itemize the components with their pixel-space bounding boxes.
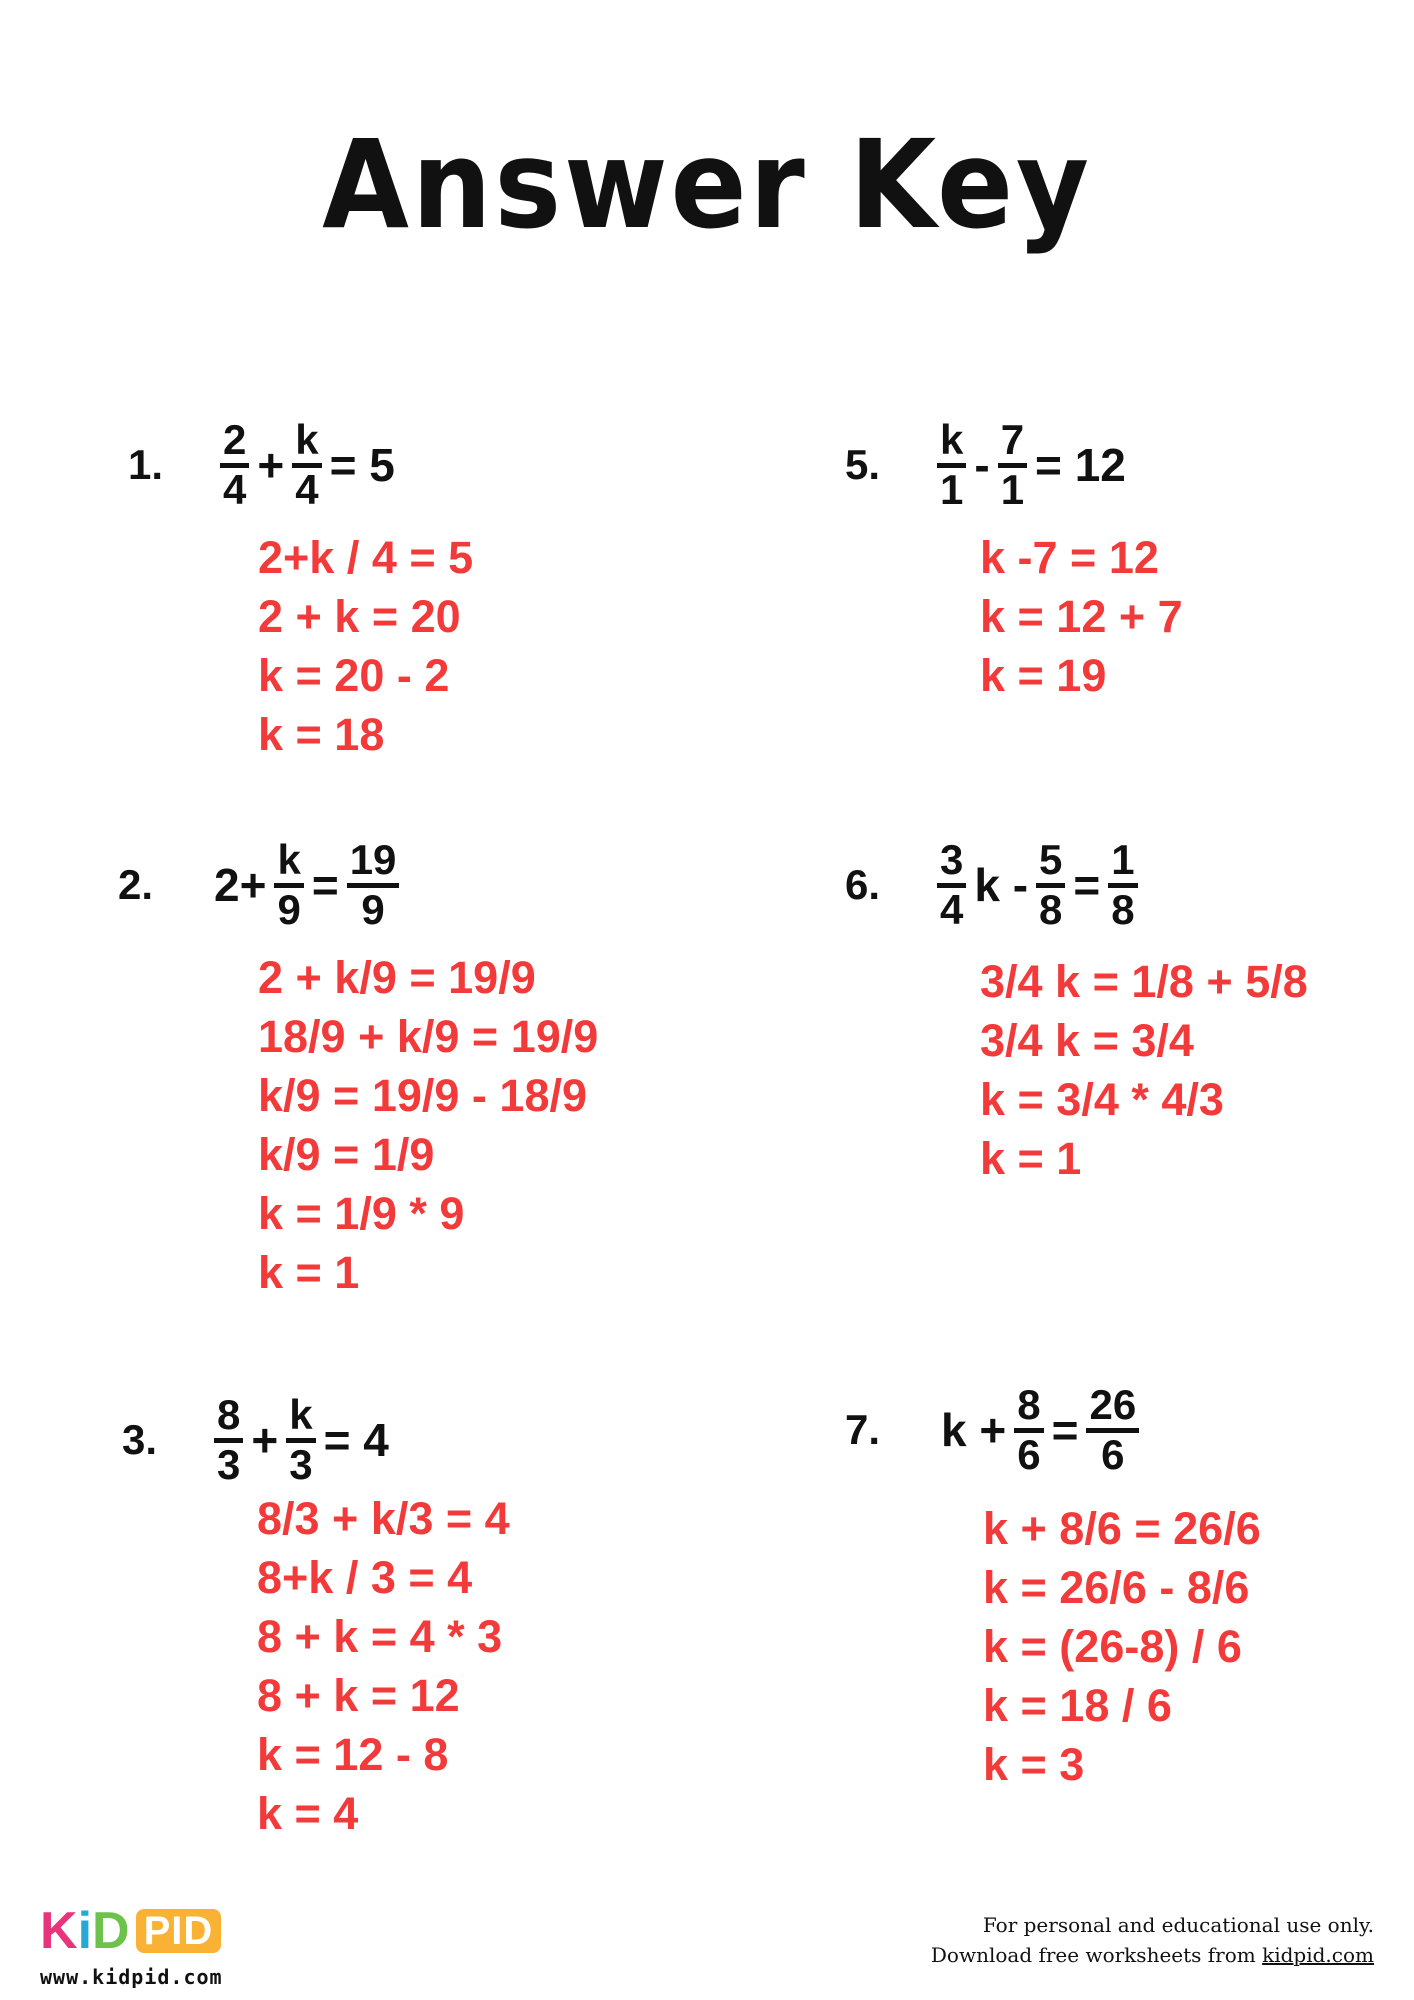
numerator: 19 [347, 838, 400, 887]
solution-step: k/9 = 1/9 [258, 1129, 435, 1180]
operator: + [251, 1414, 279, 1466]
problem-equation [118, 830, 598, 940]
numerator: 5 [1036, 838, 1065, 887]
problem-number: 5. [845, 441, 881, 488]
solution-step: k = (26-8) / 6 [983, 1621, 1242, 1672]
denominator: 1 [1000, 465, 1025, 513]
download-note [931, 1940, 1374, 1970]
fraction [218, 418, 251, 511]
fraction [272, 838, 305, 931]
equation-term: 2+ [214, 859, 267, 911]
fraction [345, 838, 402, 931]
solution-step: k -7 = 12 [980, 532, 1159, 583]
problem-number: 1. [128, 441, 164, 488]
kidpid-logo [40, 1902, 223, 1989]
solution-steps [258, 948, 598, 1302]
solution-step: 8 + k = 12 [257, 1670, 460, 1721]
problem-equation [845, 410, 1183, 520]
solution-step: k = 26/6 - 8/6 [983, 1562, 1250, 1613]
solution-steps [980, 952, 1308, 1188]
fraction [935, 838, 968, 931]
denominator: 4 [295, 465, 319, 513]
download-note-text: Download free worksheets from [930, 1943, 1263, 1967]
problem-number: 3. [122, 1416, 158, 1463]
solution-step: k = 12 + 7 [980, 591, 1183, 642]
problem-3 [122, 1385, 510, 1843]
denominator: 3 [289, 1440, 313, 1488]
equals-sign: = [311, 859, 339, 911]
logo-url: www.kidpid.com [40, 1965, 223, 1989]
solution-step: 8+k / 3 = 4 [257, 1552, 473, 1603]
solution-step: k/9 = 19/9 - 18/9 [258, 1070, 587, 1121]
equation-rhs: = 5 [329, 439, 395, 491]
fraction [284, 1393, 317, 1486]
logo-letter: D [92, 1902, 130, 1960]
equation-term: k + [941, 1404, 1007, 1456]
fraction [1106, 838, 1139, 931]
fraction [935, 418, 968, 511]
problem-7 [845, 1375, 1261, 1794]
problem-5 [845, 410, 1183, 705]
numerator: 1 [1108, 838, 1137, 887]
solution-step: k = 12 - 8 [257, 1729, 449, 1780]
fraction [1012, 1383, 1045, 1476]
problem-equation [845, 830, 1308, 940]
denominator: 9 [277, 885, 301, 933]
problem-number: 2. [118, 861, 154, 908]
numerator: 8 [1014, 1383, 1043, 1432]
solution-step: k = 3/4 * 4/3 [980, 1074, 1224, 1125]
fraction [290, 418, 323, 511]
numerator: 8 [214, 1393, 243, 1442]
problem-equation [128, 410, 473, 520]
denominator: 8 [1039, 885, 1063, 933]
problem-1 [128, 410, 473, 764]
numerator: 26 [1086, 1383, 1139, 1432]
problem-equation [122, 1385, 510, 1495]
equation-rhs: = 12 [1035, 439, 1126, 491]
denominator: 3 [217, 1440, 241, 1488]
page-title: Answer Key [322, 114, 1092, 256]
problem-number: 6. [845, 861, 881, 908]
logo-badge: PID [136, 1909, 222, 1953]
solution-step: k = 18 [258, 709, 385, 760]
solution-step: 3/4 k = 1/8 + 5/8 [980, 956, 1308, 1007]
denominator: 1 [940, 465, 964, 513]
denominator: 4 [223, 465, 247, 513]
denominator: 9 [361, 885, 385, 933]
logo-letter: K [40, 1902, 78, 1960]
problem-number: 7. [845, 1406, 881, 1453]
logo-wordmark [40, 1902, 223, 1960]
numerator: 7 [998, 418, 1027, 467]
footer-note [931, 1910, 1374, 1970]
equation-term: k - [974, 859, 1029, 911]
numerator: k [937, 418, 966, 467]
equals-sign: = [1051, 1404, 1079, 1456]
solution-step: k = 18 / 6 [983, 1680, 1172, 1731]
fraction [1034, 838, 1067, 931]
problem-equation [845, 1375, 1261, 1485]
operator: + [257, 439, 285, 491]
solution-step: 2 + k/9 = 19/9 [258, 952, 536, 1003]
denominator: 4 [940, 885, 964, 933]
operator: - [974, 439, 990, 491]
solution-steps [980, 528, 1183, 705]
solution-step: k = 20 - 2 [258, 650, 450, 701]
solution-step: k = 1 [258, 1247, 360, 1298]
problem-6 [845, 830, 1308, 1188]
fraction [996, 418, 1029, 511]
solution-step: 2+k / 4 = 5 [258, 532, 474, 583]
numerator: k [286, 1393, 315, 1442]
kidpid-link[interactable]: kidpid.com [1262, 1943, 1374, 1967]
equation-rhs: = 4 [323, 1414, 389, 1466]
logo-letter: i [77, 1902, 93, 1960]
usage-note: For personal and educational use only. [982, 1913, 1374, 1937]
solution-step: 8 + k = 4 * 3 [257, 1611, 503, 1662]
solution-step: k = 1/9 * 9 [258, 1188, 465, 1239]
denominator: 6 [1101, 1430, 1125, 1478]
solution-step: 18/9 + k/9 = 19/9 [258, 1011, 599, 1062]
problem-2 [118, 830, 598, 1302]
solution-step: k = 19 [980, 650, 1107, 701]
solution-step: 8/3 + k/3 = 4 [257, 1493, 510, 1544]
denominator: 8 [1111, 885, 1135, 933]
solution-step: k = 4 [257, 1788, 359, 1839]
equals-sign: = [1073, 859, 1101, 911]
numerator: 2 [220, 418, 249, 467]
solution-steps [257, 1489, 510, 1843]
denominator: 6 [1017, 1430, 1041, 1478]
solution-step: 3/4 k = 3/4 [980, 1015, 1194, 1066]
fraction [1084, 1383, 1141, 1476]
solution-steps [258, 528, 473, 764]
solution-step: k = 1 [980, 1133, 1082, 1184]
solution-step: k = 3 [983, 1739, 1085, 1790]
numerator: k [274, 838, 303, 887]
numerator: 3 [937, 838, 966, 887]
solution-steps [983, 1499, 1261, 1794]
solution-step: 2 + k = 20 [258, 591, 461, 642]
solution-step: k + 8/6 = 26/6 [983, 1503, 1261, 1554]
numerator: k [292, 418, 321, 467]
fraction [212, 1393, 245, 1486]
